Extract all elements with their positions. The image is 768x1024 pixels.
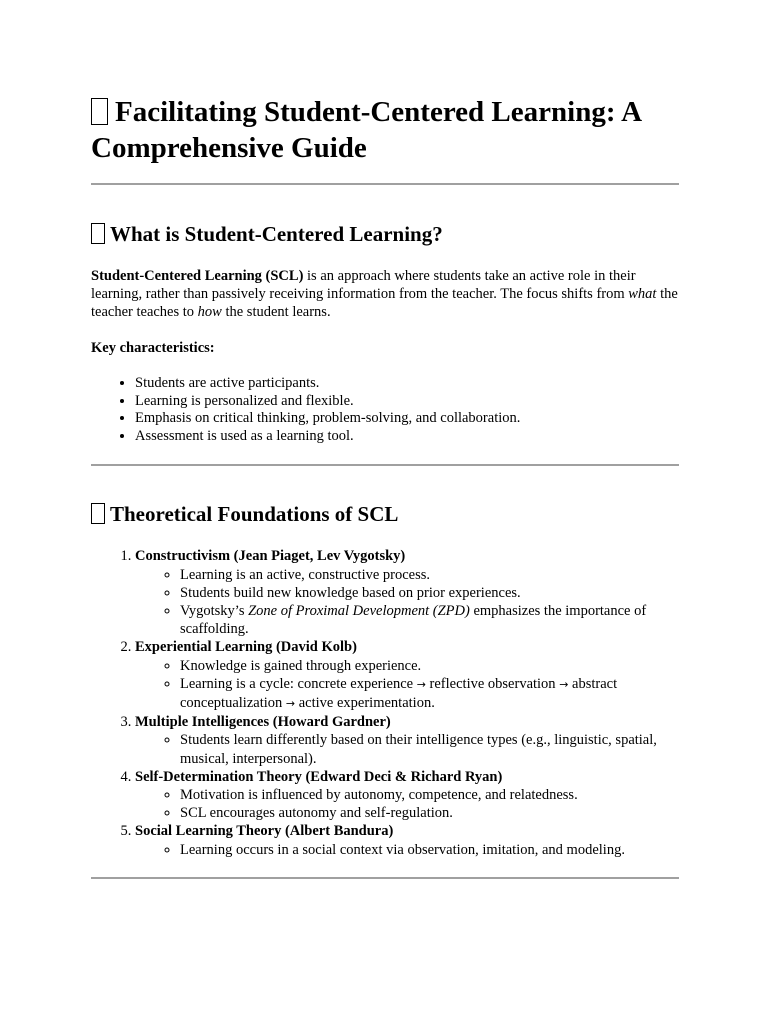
section-heading-theoretical-foundations — [91, 501, 679, 527]
missing-glyph-icon — [91, 223, 105, 244]
list-item-zpd — [180, 602, 679, 638]
characteristics-list — [91, 375, 679, 445]
theory-title: Self-Determination Theory (Edward Deci & Richard Ryan) — [135, 768, 503, 785]
theory-points — [135, 566, 679, 639]
intro-em-what: what — [628, 286, 657, 302]
list-item: ◦ Students build new knowledge based on prior experiences. — [180, 584, 679, 602]
missing-glyph-icon — [91, 98, 108, 125]
theory-points — [135, 731, 679, 767]
intro-text-3: the student learns. — [221, 304, 331, 320]
intro-text-1: is an approach where students take an active role in their learning, rather than passively receiving information from the teacher. The focus shifts from — [91, 268, 636, 302]
list-item: ◦ Knowledge is gained through experience. — [180, 657, 679, 675]
right-arrow-icon: → — [559, 677, 569, 691]
theory-title: Social Learning Theory (Albert Bandura) — [135, 823, 394, 840]
list-item: ◦ Motivation is influenced by autonomy, competence, and relatedness. — [180, 786, 679, 804]
page-title — [91, 0, 679, 166]
divider — [91, 877, 679, 879]
list-item: ◦ SCL encourages autonomy and self-regulation. — [180, 804, 679, 822]
theory-item-constructivism — [135, 547, 679, 638]
theory-points — [135, 786, 679, 822]
scl-term: Student-Centered Learning (SCL) — [91, 268, 304, 284]
list-item: ◦ Students learn differently based on their intelligence types (e.g., linguistic, spatial, musical, interpersonal). — [180, 731, 679, 767]
theory-title: Multiple Intelligences (Howard Gardner) — [135, 714, 391, 731]
section-heading-text: What is Student-Centered Learning? — [110, 222, 443, 246]
section-heading-what-is-scl — [91, 221, 679, 247]
list-item: ◦ Learning is an active, constructive process. — [180, 566, 679, 584]
list-item: ◦ Learning occurs in a social context via observation, imitation, and modeling. — [180, 841, 679, 859]
intro-paragraph — [91, 267, 679, 321]
theory-title: Constructivism (Jean Piaget, Lev Vygotsky) — [135, 548, 406, 565]
theory-title: Experiential Learning (David Kolb) — [135, 639, 357, 656]
theory-points — [135, 841, 679, 859]
list-item: • Emphasis on critical thinking, problem-solving, and collaboration. — [135, 410, 679, 428]
key-characteristics-label: Key characteristics: — [91, 340, 215, 356]
cycle-part: Learning is a cycle: concrete experience — [180, 675, 417, 692]
theory-points — [135, 657, 679, 714]
cycle-part: reflective observation — [425, 675, 560, 692]
page-title-text: Facilitating Student-Centered Learning: A Comprehensive Guide — [91, 96, 641, 164]
theory-item-multiple-intelligences — [135, 713, 679, 768]
list-item-cycle — [180, 675, 679, 713]
cycle-part: active experimentation. — [295, 695, 435, 711]
theory-item-social-learning — [135, 822, 679, 858]
theory-item-self-determination — [135, 768, 679, 823]
theory-item-experiential — [135, 638, 679, 713]
divider — [91, 183, 679, 185]
missing-glyph-icon — [91, 503, 105, 524]
list-item: • Learning is personalized and flexible. — [135, 393, 679, 411]
intro-em-how: how — [197, 304, 222, 320]
intro-text-2: the teacher teaches to — [91, 286, 678, 320]
theories-list — [91, 547, 679, 858]
right-arrow-icon: → — [416, 677, 426, 691]
document-page — [91, 0, 679, 879]
right-arrow-icon: → — [285, 697, 296, 710]
section-heading-text: Theoretical Foundations of SCL — [110, 502, 399, 527]
zpd-pre: Vygotsky’s — [180, 602, 249, 619]
divider — [91, 464, 679, 466]
zpd-em: Zone of Proximal Development (ZPD) — [248, 602, 470, 619]
list-item: • Students are active participants. — [135, 375, 679, 393]
zpd-post: emphasizes the importance of scaffolding. — [180, 602, 647, 638]
list-item: • Assessment is used as a learning tool. — [135, 428, 679, 446]
cycle-part: abstract conceptualization — [180, 675, 618, 711]
